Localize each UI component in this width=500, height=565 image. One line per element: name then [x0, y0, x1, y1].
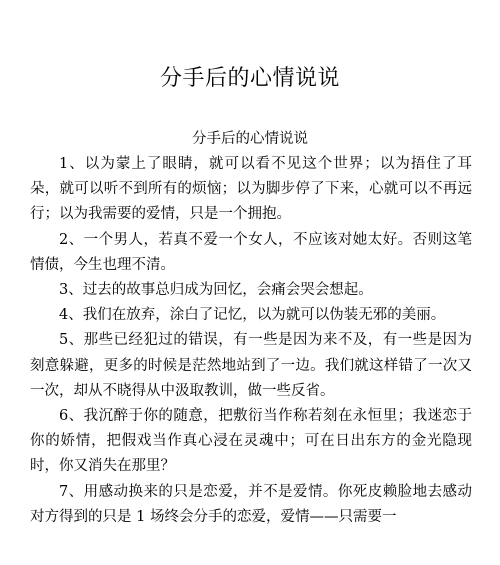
paragraph-7: 7、用感动换来的只是恋爱，并不是爱情。你死皮赖脸地去感动对方得到的只是 1 场终会分手的恋爱，爱情——只需要一	[30, 483, 472, 525]
paragraph-1: 1、以为蒙上了眼睛，就可以看不见这个世界；以为捂住了耳朵，就可以听不到所有的烦恼；以为脚步停了下来，心就可以不再远行；以为我需要的爱情，只是一个拥抱。	[30, 156, 472, 223]
document-subtitle: 分手后的心情说说	[192, 131, 308, 147]
paragraph-2: 2、一个男人，若真不爱一个女人，不应该对她太好。否则这笔情债，今生也理不清。	[30, 231, 472, 273]
document-title: 分手后的心情说说	[159, 66, 340, 91]
paragraph-4: 4、我们在放弃，涂白了记忆，以为就可以伪装无邪的美丽。	[59, 307, 446, 324]
document-body	[30, 152, 472, 530]
paragraph-5: 5、那些已经犯过的错误，有一些是因为来不及，有一些是因为刻意躲避，更多的时候是茫然地站到了一边。我们就这样错了一次又一次，却从不晓得从中汲取教训，做一些反省。	[30, 332, 472, 399]
paragraph-3: 3、过去的故事总归成为回忆，会痛会哭会想起。	[59, 282, 373, 299]
paragraph-6: 6、我沉醉于你的随意，把敷衍当作称若刻在永恒里；我迷恋于你的娇情，把假戏当作真心浸在灵魂中；可在日出东方的金光隐现时，你又消失在那里？	[30, 408, 472, 475]
